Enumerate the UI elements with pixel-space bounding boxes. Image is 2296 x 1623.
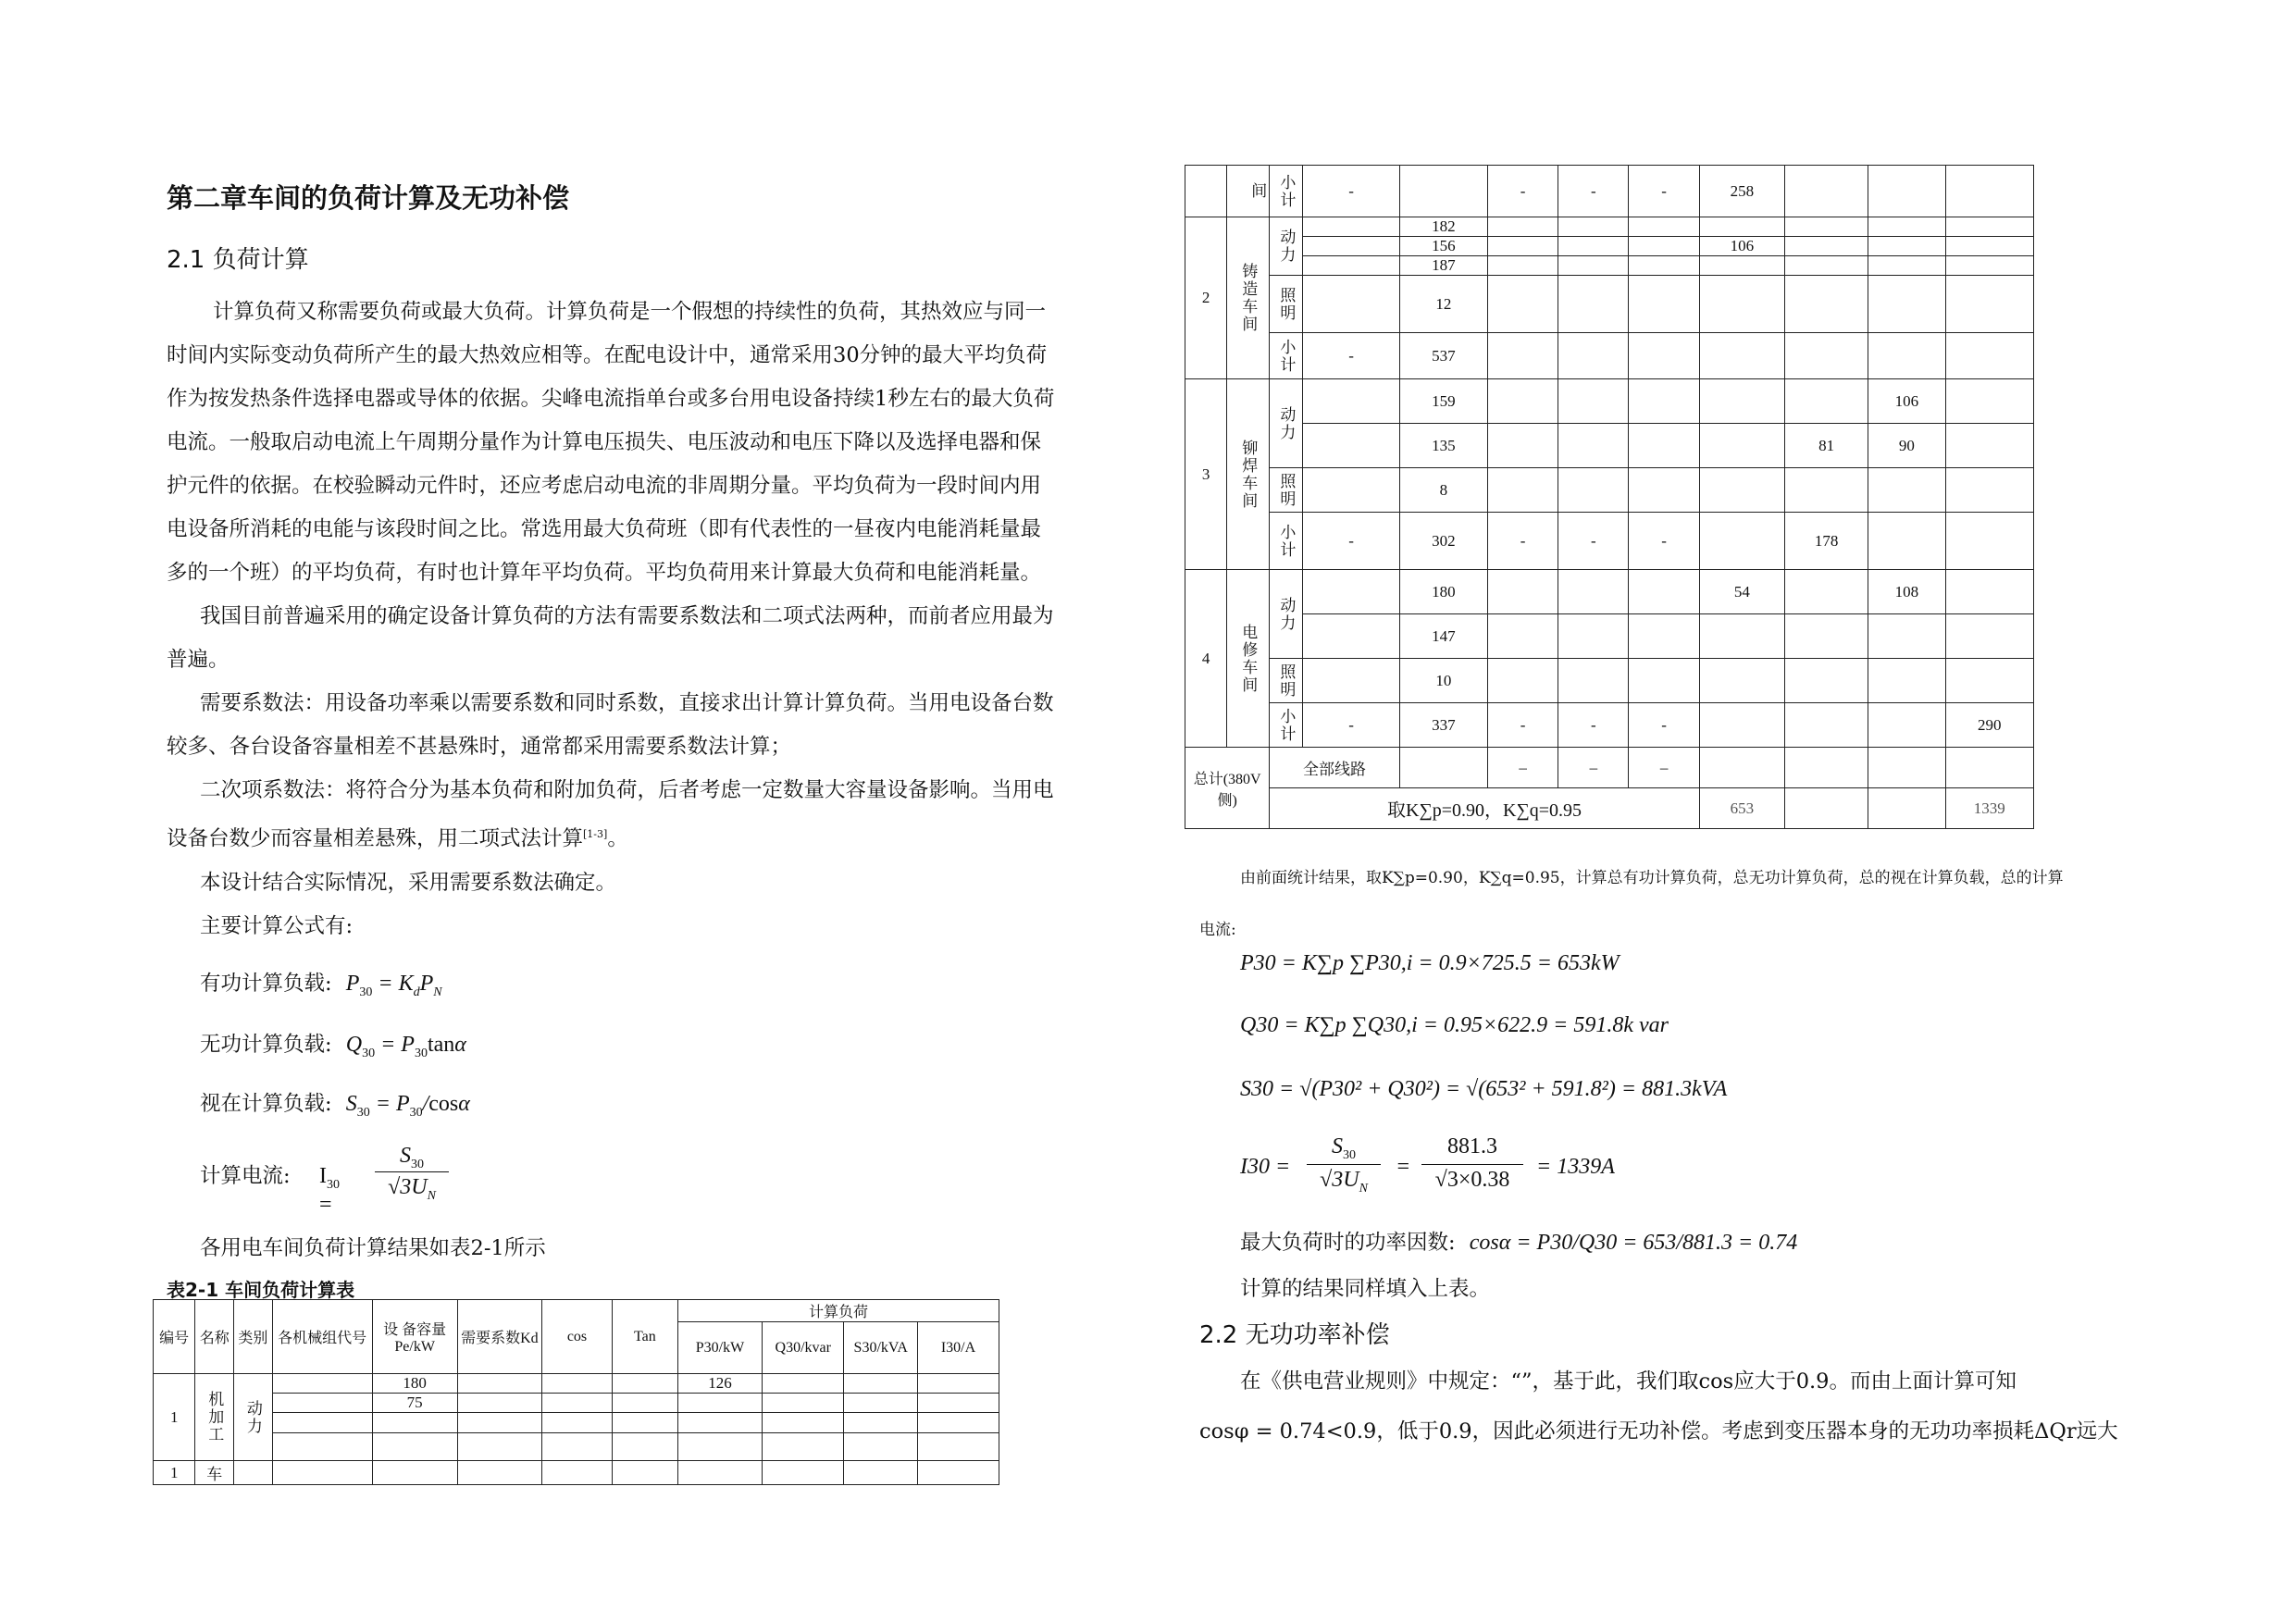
eq-i30-rhs: = 1339A [1536, 1155, 1615, 1179]
cell [1945, 513, 2033, 570]
cell-kd: - [1488, 513, 1558, 570]
row-number: 2 [1185, 217, 1227, 379]
cell-capacity: 180 [372, 1374, 457, 1394]
cell [612, 1374, 677, 1394]
cell-capacity: 337 [1399, 703, 1487, 748]
cell-group: - [1303, 703, 1399, 748]
reference-mark: [1-3] [583, 828, 608, 840]
cell-q30: 81 [1785, 424, 1868, 468]
cell [1699, 468, 1784, 513]
cell [1945, 333, 2033, 379]
cell [1303, 276, 1399, 333]
cell [1699, 513, 1784, 570]
cell-capacity: 182 [1399, 217, 1487, 237]
cell [1785, 570, 1868, 614]
compensation-line: cosφ = 0.74<0.9，低于0.9，因此必须进行无功补偿。考虑到变压器本身的无功功率损耗ΔQr远大 [1199, 1419, 2118, 1443]
cell [372, 1461, 457, 1485]
cell [1699, 748, 1784, 788]
row-number: 1 [154, 1374, 195, 1461]
eq-i30-frac2-num: 881.3 [1447, 1134, 1497, 1158]
para1-line: 作为按发热条件选择电器或导体的依据。尖峰电流指单台或多台用电设备持续1秒左右的最大负荷 [167, 387, 1055, 411]
cell [457, 1374, 541, 1394]
cell-capacity: 75 [372, 1394, 457, 1413]
para3-line: 需要系数法：用设备功率乘以需要系数和同时系数，直接求出计算计算负荷。当用电设备台数 [200, 691, 1054, 715]
cell [844, 1374, 918, 1394]
para2-line: 普遍。 [167, 648, 230, 672]
load-table-right [1185, 165, 2034, 829]
cell [1785, 276, 1868, 333]
cell [1558, 570, 1629, 614]
cell-capacity: 159 [1399, 379, 1487, 424]
cell [918, 1394, 999, 1413]
cell [1558, 333, 1629, 379]
para4-line-end [167, 812, 1166, 861]
cell [763, 1413, 844, 1433]
table-intro: 各用电车间负荷计算结果如表2-1所示 [200, 1236, 546, 1260]
para1-line: 电流。一般取启动电流上午周期分量作为计算电压损失、电压波动和电压下降以及选择电器和保 [167, 430, 1042, 454]
formula-active [200, 962, 442, 1014]
total-cos: – [1558, 748, 1629, 788]
cell [272, 1433, 372, 1461]
cell [372, 1413, 457, 1433]
cell [1699, 703, 1784, 748]
cell [1699, 256, 1784, 276]
row-type-lighting: 照明 [1270, 468, 1303, 513]
cell [677, 1413, 762, 1433]
formula-reactive [200, 1023, 466, 1075]
cell [1558, 659, 1629, 703]
cell-group: - [1303, 166, 1399, 217]
para2-line: 我国目前普遍采用的确定设备计算负荷的方法有需要系数法和二项式法两种，而前者应用最为 [200, 604, 1054, 628]
cell [1488, 276, 1558, 333]
para4-text: 设备台数少而容量相差悬殊，用二项式法计算 [167, 826, 584, 851]
section-title-compensation: 2.2 无功功率补偿 [1199, 1321, 1390, 1349]
total-coefficients: 取K∑p=0.90，K∑q=0.95 [1270, 788, 1699, 829]
cell [1945, 217, 2033, 237]
cell [1945, 237, 2033, 256]
cell [1785, 748, 1868, 788]
cell [612, 1433, 677, 1461]
cell [1629, 333, 1699, 379]
cell [1488, 424, 1558, 468]
fraction-bar [1421, 1164, 1523, 1165]
row-name: 车 [195, 1461, 234, 1485]
row-type-lighting: 照明 [1270, 659, 1303, 703]
compensation-line: 在《供电营业规则》中规定：“”，基于此，我们取cos应大于0.9。而由上面计算可知 [1240, 1369, 2017, 1394]
paragraph-load-definition [167, 291, 1166, 948]
cell [1945, 748, 2033, 788]
cell [677, 1394, 762, 1413]
para1-line: 护元件的依据。在校验瞬动元件时，还应考虑启动电流的非周期分量。平均负荷为一段时间内用 [167, 474, 1042, 498]
cell [1629, 570, 1699, 614]
row-type: 动力 [234, 1374, 273, 1461]
chapter-title: 第二章车间的负荷计算及无功补偿 [167, 182, 570, 214]
cell [1303, 614, 1399, 659]
cell [1488, 237, 1558, 256]
cell-tan: - [1629, 166, 1699, 217]
cell-capacity: 12 [1399, 276, 1487, 333]
cell [1399, 748, 1487, 788]
cell [1629, 237, 1699, 256]
cell [1868, 166, 1945, 217]
cell-kd: - [1488, 166, 1558, 217]
total-label: 总计(380V侧) [1185, 748, 1270, 829]
equation-s30: S30 = √(P30² + Q30²) = √(653² + 591.8²) = 881.3kVA [1240, 1077, 1728, 1101]
cell [234, 1461, 273, 1485]
cell [1488, 659, 1558, 703]
fraction-bar [1307, 1164, 1381, 1165]
cell-capacity: 135 [1399, 424, 1487, 468]
header-type: 类别 [234, 1300, 273, 1374]
total-tan: – [1629, 748, 1699, 788]
cell [1558, 256, 1629, 276]
header-group: 各机械组代号 [272, 1300, 372, 1374]
header-name: 名称 [195, 1300, 234, 1374]
cell [457, 1433, 541, 1461]
para4-line: 二次项系数法：将符合分为基本负荷和附加负荷，后者考虑一定数量大容量设备影响。当用电 [200, 778, 1054, 802]
cell [1303, 217, 1399, 237]
header-demand-factor: 需要系数Kd [457, 1300, 541, 1374]
cell [272, 1461, 372, 1485]
row-name: 铸造车间 [1227, 217, 1270, 379]
header-calc-load: 计算负荷 [677, 1300, 999, 1322]
header-number: 编号 [154, 1300, 195, 1374]
cell [612, 1413, 677, 1433]
cell [1699, 659, 1784, 703]
eq-i30-frac1-num: $S_{30}$ [1332, 1134, 1356, 1162]
row-type-power: 动力 [1270, 217, 1303, 276]
row-name: 铆焊车间 [1227, 379, 1270, 570]
cell [1558, 217, 1629, 237]
cell [1945, 256, 2033, 276]
cell [457, 1461, 541, 1485]
cell [763, 1433, 844, 1461]
header-capacity: 设 备容量Pe/kW [372, 1300, 457, 1374]
row-number: 4 [1185, 570, 1227, 748]
cell [844, 1394, 918, 1413]
formula-active-eq: $P_{30} = K_dP_N$ [345, 972, 442, 999]
para5-line: 本设计结合实际情况，采用需要系数法确定。 [200, 870, 617, 895]
section-title-load: 2.1 负荷计算 [167, 246, 309, 274]
row-type-power: 动力 [1270, 379, 1303, 468]
cell-cos: - [1558, 166, 1629, 217]
power-factor-eq: cosα = P30/Q30 = 653/881.3 = 0.74 [1469, 1231, 1798, 1255]
cell [1785, 217, 1868, 237]
power-factor-line [1240, 1221, 1797, 1265]
cell-group: - [1303, 513, 1399, 570]
cell [542, 1461, 613, 1485]
cell [1868, 468, 1945, 513]
cell-capacity: 537 [1399, 333, 1487, 379]
cell [1868, 333, 1945, 379]
cell [1945, 614, 2033, 659]
cell [677, 1433, 762, 1461]
cell [1488, 217, 1558, 237]
cell [1629, 468, 1699, 513]
total-kd: – [1488, 748, 1558, 788]
row-type-subtotal: 小计 [1270, 703, 1303, 748]
cell [1945, 424, 2033, 468]
cell [1945, 570, 2033, 614]
row-number: 3 [1185, 379, 1227, 570]
cell [1785, 703, 1868, 748]
header-cos: cos [542, 1300, 613, 1374]
cell-s30: 108 [1868, 570, 1945, 614]
cell [763, 1461, 844, 1485]
para1-line: 时间内实际变动负荷所产生的最大热效应相等。在配电设计中，通常采用30分钟的最大平均负荷 [167, 343, 1048, 367]
cell [1868, 217, 1945, 237]
cell [1629, 276, 1699, 333]
row-type-power: 动力 [1270, 570, 1303, 659]
cell [918, 1461, 999, 1485]
cell [1868, 659, 1945, 703]
cell [1558, 468, 1629, 513]
cell [1558, 276, 1629, 333]
cell [1785, 614, 1868, 659]
cell [457, 1394, 541, 1413]
eq-i30-lhs: I30 = [1240, 1155, 1291, 1179]
cell-i30: 290 [1945, 703, 2033, 748]
cell [1303, 424, 1399, 468]
cell-q30: 178 [1785, 513, 1868, 570]
para1-line: 多的一个班）的平均负荷，有时也计算年平均负荷。平均负荷用来计算最大负荷和电能消耗量。 [167, 561, 1042, 585]
cell [1558, 424, 1629, 468]
para4-period: 。 [607, 826, 628, 851]
cell-p30: 258 [1699, 166, 1784, 217]
cell [1785, 256, 1868, 276]
cell [1868, 513, 1945, 570]
cell [542, 1394, 613, 1413]
cell-capacity: 156 [1399, 237, 1487, 256]
cell [1629, 217, 1699, 237]
cell [272, 1374, 372, 1394]
cell [1629, 659, 1699, 703]
cell [372, 1433, 457, 1461]
cell [1629, 614, 1699, 659]
eq-i30-mid: = [1396, 1155, 1411, 1179]
cell [1488, 379, 1558, 424]
cell-group: - [1303, 333, 1399, 379]
cell [1868, 276, 1945, 333]
cell-tan: - [1629, 513, 1699, 570]
result-line: 由前面统计结果，取K∑p=0.90，K∑q=0.95，计算总有功计算负荷，总无功计算负荷，总的视在计算负载，总的计算 [1240, 869, 2064, 887]
row-name: 电修车间 [1227, 570, 1270, 748]
row-type-subtotal: 小计 [1270, 333, 1303, 379]
cell-s30: 106 [1868, 379, 1945, 424]
formula-apparent-eq: $S_{30} = P_{30}/\cos\alpha$ [345, 1092, 470, 1120]
row-name-continued: 间 [1227, 166, 1270, 217]
cell [844, 1413, 918, 1433]
para1-line: 电设备所消耗的电能与该段时间之比。常选用最大负荷班（即有代表性的一昼夜内电能消耗量最 [167, 517, 1042, 541]
cell-capacity: 180 [1399, 570, 1487, 614]
cell [1303, 570, 1399, 614]
cell-capacity: 8 [1399, 468, 1487, 513]
eq-i30-frac2-den: √3×0.38 [1434, 1168, 1510, 1192]
cell [1868, 748, 1945, 788]
cell [1699, 276, 1784, 333]
formula-reactive-label: 无功计算负载: [200, 1033, 332, 1057]
cell-cos: - [1558, 703, 1629, 748]
cell [612, 1394, 677, 1413]
row-name: 机加工 [195, 1374, 234, 1461]
equation-q30: Q30 = K∑p ∑Q30,i = 0.95×622.9 = 591.8k var [1240, 1013, 1669, 1037]
cell [844, 1433, 918, 1461]
cell [1303, 237, 1399, 256]
result-line-end: 电流: [1199, 921, 1236, 939]
cell [1868, 703, 1945, 748]
header-tan: Tan [612, 1300, 677, 1374]
cell [1699, 379, 1784, 424]
cell [918, 1374, 999, 1394]
cell [1699, 333, 1784, 379]
total-i30: 1339 [1945, 788, 2033, 829]
cell-p30: 126 [677, 1374, 762, 1394]
cell [1558, 379, 1629, 424]
cell [1699, 614, 1784, 659]
formula-current [200, 1155, 291, 1198]
cell-capacity: 302 [1399, 513, 1487, 570]
cell [1785, 468, 1868, 513]
cell [1785, 333, 1868, 379]
fill-in-note: 计算的结果同样填入上表。 [1240, 1277, 1491, 1301]
cell [1303, 468, 1399, 513]
cell [1785, 379, 1868, 424]
cell [1488, 614, 1558, 659]
cell [457, 1413, 541, 1433]
cell [1488, 468, 1558, 513]
cell-kd: - [1488, 703, 1558, 748]
cell-capacity: 187 [1399, 256, 1487, 276]
cell [1868, 256, 1945, 276]
cell [1785, 237, 1868, 256]
cell [1868, 614, 1945, 659]
power-factor-label: 最大负荷时的功率因数: [1240, 1231, 1456, 1255]
row-type-subtotal: 小计 [1270, 513, 1303, 570]
cell [1945, 276, 2033, 333]
cell-s30: 90 [1868, 424, 1945, 468]
equation-i30 [1240, 1134, 1629, 1199]
cell [1785, 659, 1868, 703]
cell [763, 1394, 844, 1413]
cell [1558, 614, 1629, 659]
cell [542, 1433, 613, 1461]
cell [677, 1461, 762, 1485]
formula-apparent-label: 视在计算负载: [200, 1092, 332, 1116]
cell [1868, 237, 1945, 256]
cell [1303, 256, 1399, 276]
total-p30: 653 [1699, 788, 1784, 829]
cell [1699, 217, 1784, 237]
header-i30: I30/A [918, 1322, 999, 1374]
cell [1699, 424, 1784, 468]
equation-p30: P30 = K∑p ∑P30,i = 0.9×725.5 = 653kW [1240, 951, 1620, 975]
cell [1945, 468, 2033, 513]
cell [1488, 256, 1558, 276]
cell [1945, 379, 2033, 424]
formula-reactive-eq: $Q_{30} = P_{30}\tan\alpha$ [345, 1033, 466, 1060]
para3-line: 较多、各台设备容量相差不甚悬殊时，通常都采用需要系数法计算； [167, 735, 792, 759]
cell-capacity: 147 [1399, 614, 1487, 659]
cell-p30: 54 [1699, 570, 1784, 614]
cell-p30: 106 [1699, 237, 1784, 256]
row-number: 1 [154, 1461, 195, 1485]
row-type: 小计 [1270, 166, 1303, 217]
cell [1629, 424, 1699, 468]
header-q30: Q30/kvar [763, 1322, 844, 1374]
table-caption: 表2-1 车间负荷计算表 [167, 1279, 355, 1301]
cell [1488, 333, 1558, 379]
cell [1945, 659, 2033, 703]
cell [542, 1413, 613, 1433]
cell [763, 1374, 844, 1394]
formula-apparent [200, 1083, 470, 1134]
cell [272, 1394, 372, 1413]
cell [1629, 379, 1699, 424]
para6-line: 主要计算公式有: [200, 913, 354, 938]
total-all-lines: 全部线路 [1270, 748, 1399, 788]
header-s30: S30/kVA [844, 1322, 918, 1374]
header-p30: P30/kW [677, 1322, 762, 1374]
cell [844, 1461, 918, 1485]
cell [1629, 256, 1699, 276]
cell [1785, 166, 1868, 217]
cell [918, 1413, 999, 1433]
cell [272, 1413, 372, 1433]
cell [1868, 788, 1945, 829]
formula-current-label: 计算电流: [200, 1164, 291, 1188]
eq-i30-frac1-den: $√3U_N$ [1320, 1168, 1368, 1196]
cell [1945, 166, 2033, 217]
cell [1488, 570, 1558, 614]
cell [1303, 379, 1399, 424]
cell [1185, 166, 1227, 217]
formula-active-label: 有功计算负载: [200, 972, 332, 996]
cell [542, 1374, 613, 1394]
load-table-left [153, 1299, 999, 1485]
cell [918, 1433, 999, 1461]
cell [1399, 166, 1487, 217]
para1-line: 计算负荷又称需要负荷或最大负荷。计算负荷是一个假想的持续性的负荷，其热效应与同一 [213, 300, 1047, 324]
cell-cos: - [1558, 513, 1629, 570]
cell-tan: - [1629, 703, 1699, 748]
cell [612, 1461, 677, 1485]
cell [1558, 237, 1629, 256]
cell-capacity: 10 [1399, 659, 1487, 703]
cell [1785, 788, 1868, 829]
cell [1303, 659, 1399, 703]
row-type-lighting: 照明 [1270, 276, 1303, 333]
